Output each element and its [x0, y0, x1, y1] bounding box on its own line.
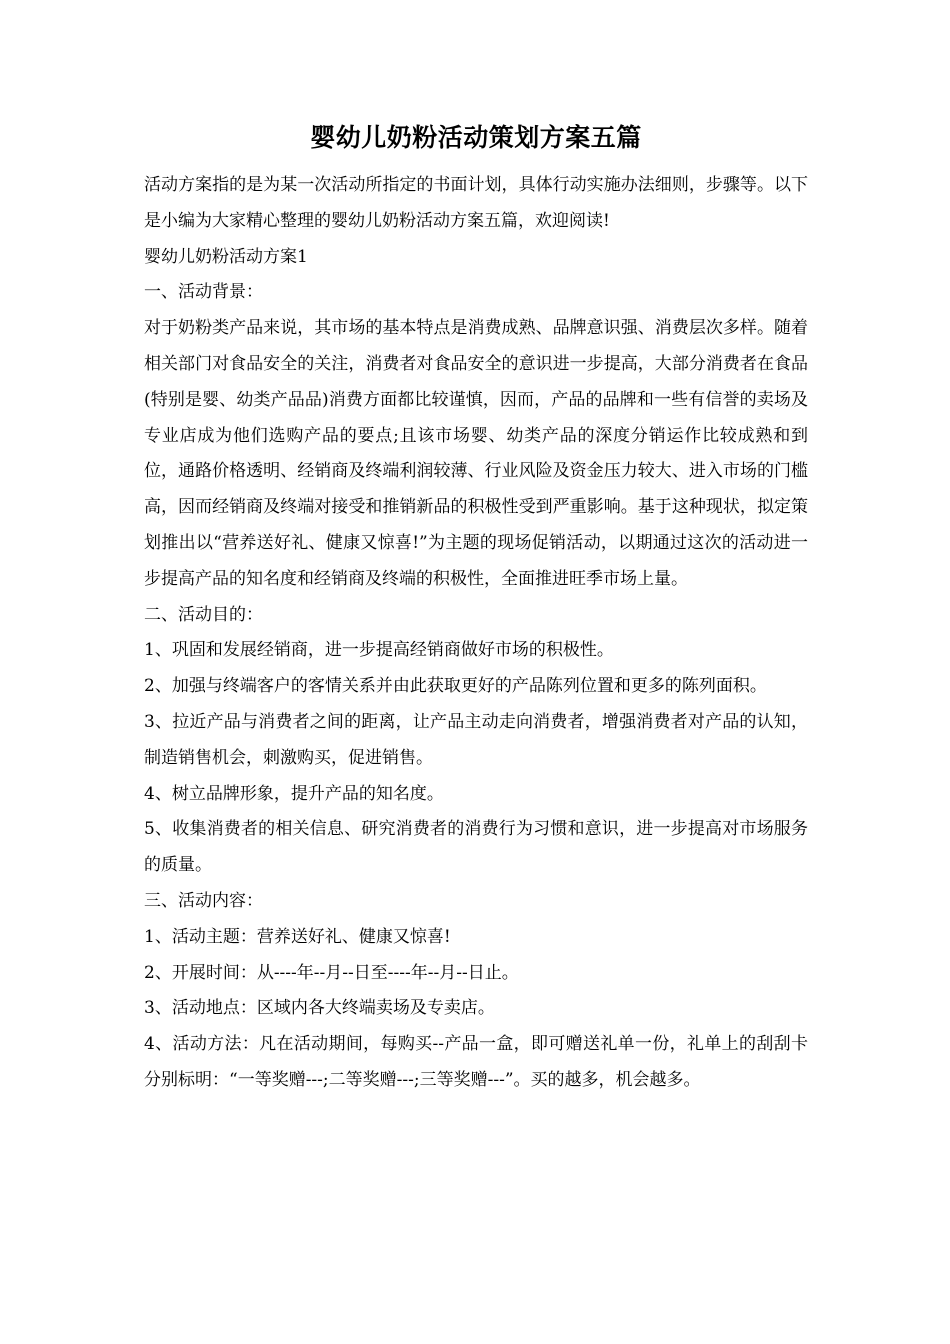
section-plan-title: 婴幼儿奶粉活动方案1	[144, 246, 308, 267]
document-title: 婴幼儿奶粉活动策划方案五篇	[310, 123, 642, 152]
background-paragraph: 对于奶粉类产品来说，其市场的基本特点是消费成熟、品牌意识强、消费层次多样。随着相关部门对食品安全的关注，消费者对食品安全的意识进一步提高，大部分消费者在食品(特别是婴、幼类产品品)消费方面都比较谨慎，因而，产品的品牌和一些有信誉的卖场及专业店成为他们选购产品的要点;且该市场婴、幼类产品的深度分销运作比较成熟和到位，通路价格透明、经销商及终端利润较薄、行业风险及资金压力较大、进入市场的门槛高，因而经销商及终端对接受和推销新品的积极性受到严重影响。基于这种现状，拟定策划推出以“营养送好礼、健康又惊喜!”为主题的现场促销活动，以期通过这次的活动进一步提高产品的知名度和经销商及终端的积极性，全面推进旺季市场上量。	[144, 318, 808, 589]
purpose-item: 2、加强与终端客户的客情关系并由此获取更好的产品陈列位置和更多的陈列面积。	[144, 676, 767, 697]
content-item: 3、活动地点：区域内各大终端卖场及专卖店。	[144, 998, 495, 1019]
intro-paragraph: 活动方案指的是为某一次活动所指定的书面计划，具体行动实施办法细则，步骤等。以下是小编为大家精心整理的婴幼儿奶粉活动方案五篇，欢迎阅读!	[144, 175, 808, 231]
heading-content: 三、活动内容：	[144, 890, 263, 911]
content-item: 1、活动主题：营养送好礼、健康又惊喜!	[144, 926, 451, 947]
purpose-item: 4、树立品牌形象，提升产品的知名度。	[144, 783, 444, 804]
purpose-item: 1、巩固和发展经销商，进一步提高经销商做好市场的积极性。	[144, 640, 614, 661]
heading-purpose: 二、活动目的：	[144, 604, 263, 625]
document-page	[144, 118, 808, 1099]
purpose-item: 5、收集消费者的相关信息、研究消费者的消费行为习惯和意识，进一步提高对市场服务的质量。	[144, 819, 808, 876]
content-item: 4、活动方法：凡在活动期间，每购买--产品一盒，即可赠送礼单一份，礼单上的刮刮卡分别标明：“一等奖赠---;二等奖赠---;三等奖赠---”。买的越多，机会越多。	[144, 1034, 808, 1090]
content-item: 2、开展时间：从----年--月--日至----年--月--日止。	[144, 962, 519, 983]
heading-background: 一、活动背景：	[144, 282, 263, 303]
purpose-item: 3、拉近产品与消费者之间的距离，让产品主动走向消费者，增强消费者对产品的认知，制造销售机会，刺激购买，促进销售。	[144, 711, 808, 768]
